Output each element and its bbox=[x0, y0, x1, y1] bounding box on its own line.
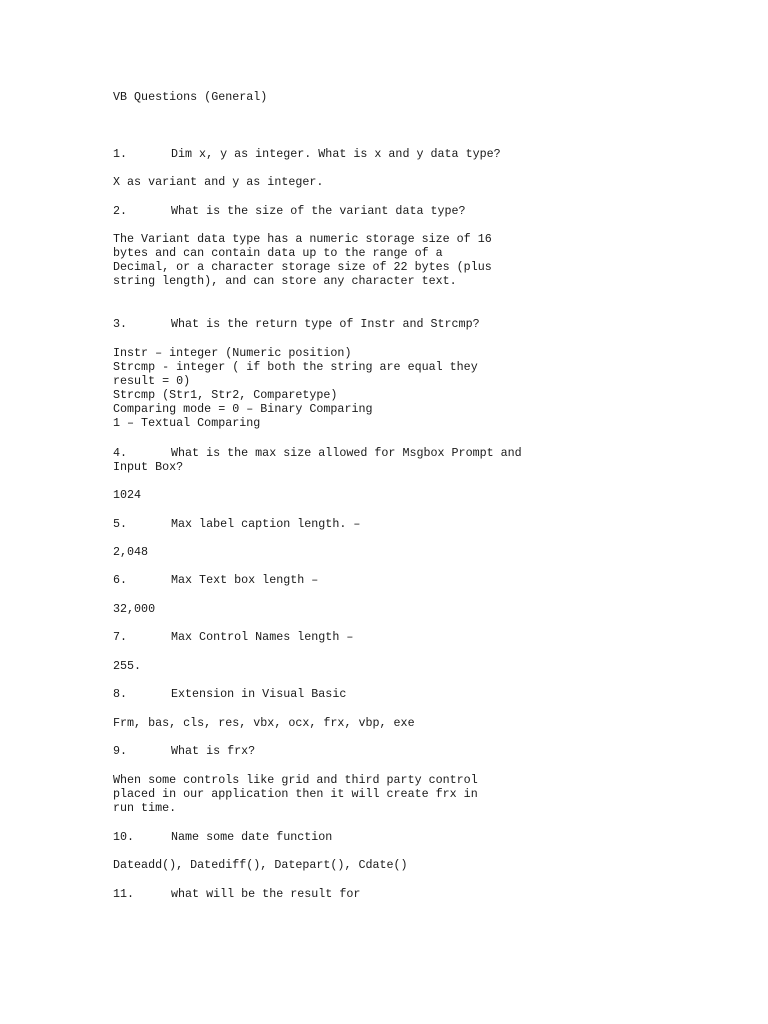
question-1 bbox=[113, 147, 501, 161]
answer-line: 32,000 bbox=[113, 602, 156, 616]
question-text: What is frx? bbox=[171, 744, 256, 758]
question-5 bbox=[113, 517, 360, 531]
question-text: Name some date function bbox=[171, 830, 333, 844]
question-6 bbox=[113, 573, 318, 587]
answer-line: bytes and can contain data up to the range of a bbox=[113, 246, 443, 260]
question-8 bbox=[113, 687, 346, 701]
answer-line: The Variant data type has a numeric storage size of 16 bbox=[113, 232, 492, 246]
question-3 bbox=[113, 317, 480, 331]
answer-line: Instr – integer (Numeric position) bbox=[113, 346, 352, 360]
question-text: what will be the result for bbox=[171, 887, 361, 901]
answer-line: X as variant and y as integer. bbox=[113, 175, 324, 189]
answer-line: 255. bbox=[113, 659, 142, 673]
question-10 bbox=[113, 830, 332, 844]
question-number: 10. bbox=[113, 830, 135, 844]
question-9 bbox=[113, 744, 255, 758]
question-number: 3. bbox=[113, 317, 128, 331]
answer-line: 1024 bbox=[113, 488, 142, 502]
question-11 bbox=[113, 887, 360, 901]
question-4 bbox=[113, 446, 522, 460]
answer-line: Strcmp (Str1, Str2, Comparetype) bbox=[113, 388, 338, 402]
question-number: 5. bbox=[113, 517, 128, 531]
answer-line: Decimal, or a character storage size of 22 bytes (plus bbox=[113, 260, 492, 274]
question-number: 6. bbox=[113, 573, 128, 587]
question-number: 11. bbox=[113, 887, 135, 901]
question-text-continued: Input Box? bbox=[113, 460, 184, 474]
question-text: What is the max size allowed for Msgbox Prompt and bbox=[171, 446, 522, 460]
question-number: 1. bbox=[113, 147, 128, 161]
answer-line: Frm, bas, cls, res, vbx, ocx, frx, vbp, exe bbox=[113, 716, 415, 730]
answer-line: placed in our application then it will create frx in bbox=[113, 787, 478, 801]
answer-line: string length), and can store any character text. bbox=[113, 274, 457, 288]
answer-line: Dateadd(), Datediff(), Datepart(), Cdate() bbox=[113, 858, 408, 872]
question-text: Max Control Names length – bbox=[171, 630, 354, 644]
question-number: 7. bbox=[113, 630, 128, 644]
document-title: VB Questions (General) bbox=[113, 90, 268, 104]
question-text: What is the return type of Instr and Strcmp? bbox=[171, 317, 480, 331]
answer-line: When some controls like grid and third party control bbox=[113, 773, 478, 787]
question-text: Dim x, y as integer. What is x and y data type? bbox=[171, 147, 501, 161]
question-7 bbox=[113, 630, 353, 644]
answer-line: 2,048 bbox=[113, 545, 149, 559]
question-text: What is the size of the variant data type? bbox=[171, 204, 466, 218]
answer-line: Strcmp - integer ( if both the string are equal they bbox=[113, 360, 478, 374]
answer-line: 1 – Textual Comparing bbox=[113, 416, 261, 430]
question-number: 4. bbox=[113, 446, 128, 460]
question-text: Extension in Visual Basic bbox=[171, 687, 347, 701]
answer-line: Comparing mode = 0 – Binary Comparing bbox=[113, 402, 373, 416]
question-number: 2. bbox=[113, 204, 128, 218]
answer-line: run time. bbox=[113, 801, 177, 815]
question-text: Max label caption length. – bbox=[171, 517, 361, 531]
question-text: Max Text box length – bbox=[171, 573, 319, 587]
question-2 bbox=[113, 204, 466, 218]
answer-line: result = 0) bbox=[113, 374, 191, 388]
question-number: 9. bbox=[113, 744, 128, 758]
question-number: 8. bbox=[113, 687, 128, 701]
